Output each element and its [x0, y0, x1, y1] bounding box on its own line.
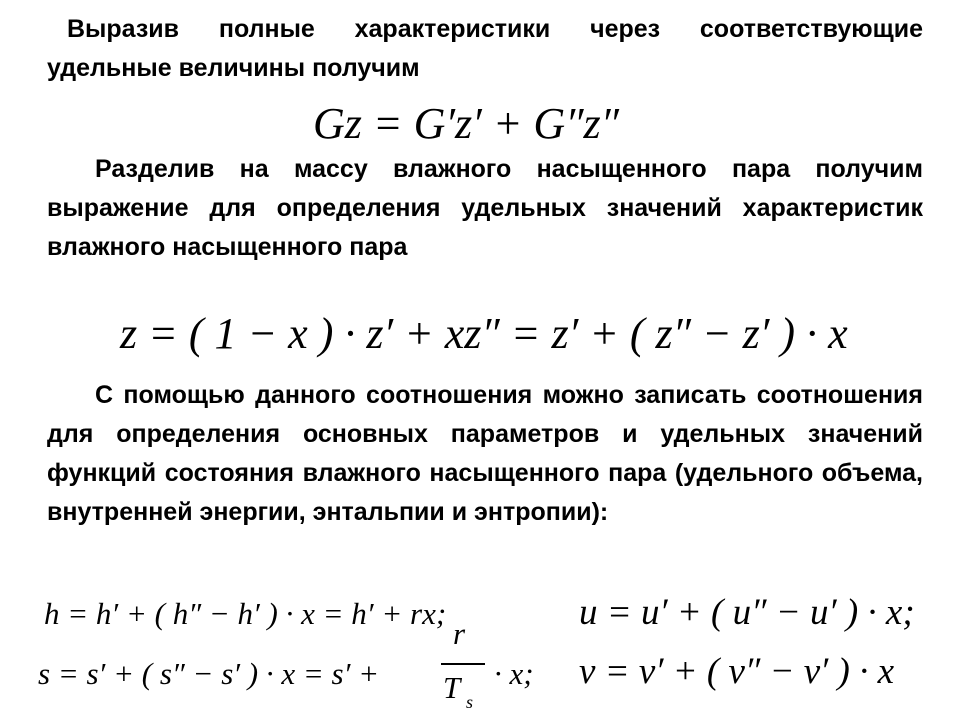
- entropy-fraction: [441, 618, 485, 718]
- specific-volume-formula: v = v′ + ( v″ − v′ ) · x: [579, 651, 895, 692]
- intro-paragraph: Выразив полные характеристики через соответствующие удельные величины получим: [47, 15, 923, 82]
- fraction-denominator: T: [443, 670, 461, 705]
- total-characteristics-formula: Gz = G′z′ + G″z″: [313, 99, 619, 148]
- internal-energy-formula: u = u′ + ( u″ − u′ ) · x;: [579, 592, 915, 633]
- fraction-denominator-subscript: s: [466, 692, 474, 712]
- entropy-formula-right: · x;: [494, 656, 534, 691]
- fraction-numerator: r: [453, 616, 466, 651]
- entropy-formula-left: s = s′ + ( s″ − s′ ) · x = s′ +: [38, 656, 380, 691]
- fraction-bar: [441, 663, 485, 665]
- specific-value-formula: z = ( 1 − x ) · z′ + xz″ = z′ + ( z″ − z′ ) · x: [120, 309, 848, 358]
- division-paragraph: Разделив на массу влажного насыщенного пара получим выражение для определения удельных значений характеристик влажного насыщенного пара: [47, 155, 923, 261]
- relations-paragraph: С помощью данного соотношения можно записать соотношения для определения основных параметров и удельных значений функций состояния влажного насыщенного пара (удельного объема, внутренней энергии, энтальпии и энтропии):: [47, 381, 923, 526]
- enthalpy-formula: h = h′ + ( h″ − h′ ) · x = h′ + rx;: [44, 596, 447, 631]
